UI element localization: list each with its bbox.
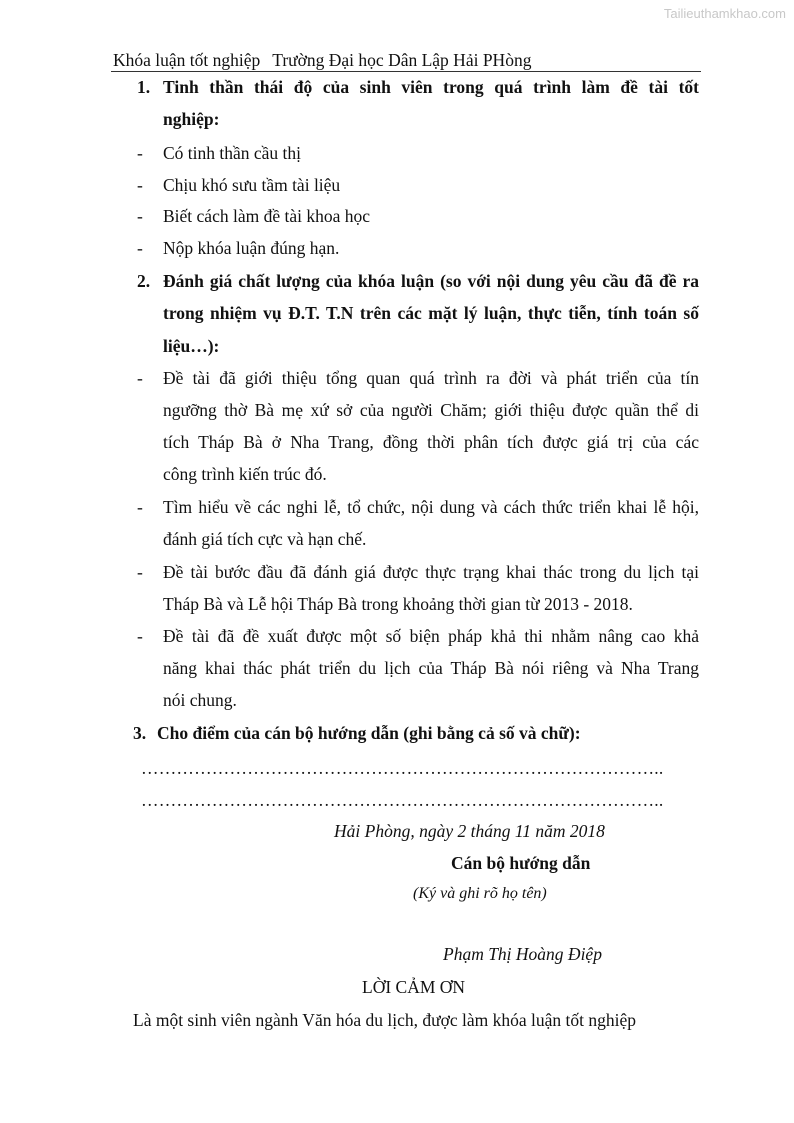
section3-number: 3.: [133, 723, 147, 743]
section2-bullet-4-line-2: năng khai thác phát triển du lịch của Tháp Bà nói riêng và Nha Trang: [163, 658, 699, 678]
score-dotted-line-2: ……………………………………………………………………………..: [141, 790, 664, 810]
bullet-dash: -: [137, 206, 143, 226]
bullet-dash: -: [137, 175, 143, 195]
section2-bullet-4-line-1: Đề tài đã đề xuất được một số biện pháp khả thi nhằm nâng cao khả: [163, 626, 699, 646]
header-university-label: Trường Đại học Dân Lập Hải PHòng: [272, 50, 532, 70]
section1-bullet-1: Có tinh thần cầu thị: [163, 143, 302, 163]
bullet-dash: -: [137, 497, 143, 517]
bullet-dash: -: [137, 368, 143, 388]
section2-bullet-1-line-4: công trình kiến trúc đó.: [163, 464, 327, 484]
section2-bullet-4-line-3: nói chung.: [163, 690, 237, 710]
signature-note: (Ký và ghi rõ họ tên): [413, 885, 547, 902]
section1-title-line-2: nghiệp:: [163, 109, 220, 129]
section1-title-line-1: Tinh thần thái độ của sinh viên trong quá trình làm đề tài tốt: [163, 77, 699, 97]
section2-bullet-1-line-3: tích Tháp Bà ở Nha Trang, đồng thời phân tích được giá trị của các: [163, 432, 699, 452]
header-divider: [111, 71, 701, 72]
section1-bullet-3: Biết cách làm đề tài khoa học: [163, 206, 371, 226]
bullet-dash: -: [137, 143, 143, 163]
section1-number: 1.: [137, 77, 151, 97]
page-header: [113, 50, 531, 71]
bullet-dash: -: [137, 562, 143, 582]
section2-bullet-3-line-2: Tháp Bà và Lễ hội Tháp Bà trong khoảng thời gian từ 2013 - 2018.: [163, 594, 633, 614]
section2-bullet-1-line-2: ngưỡng thờ Bà mẹ xứ sở của người Chăm; giới thiệu được quần thể di: [163, 400, 699, 420]
section1-bullet-2: Chịu khó sưu tầm tài liệu: [163, 175, 341, 195]
section2-title-line-1: Đánh giá chất lượng của khóa luận (so với nội dung yêu cầu đã đề ra: [163, 271, 699, 291]
watermark: Tailieuthamkhao.com: [663, 6, 786, 21]
advisor-role: Cán bộ hướng dẫn: [451, 853, 591, 873]
section2-number: 2.: [137, 271, 151, 291]
header-thesis-label: Khóa luận tốt nghiệp: [113, 50, 261, 70]
acknowledgement-first-line: Là một sinh viên ngành Văn hóa du lịch, được làm khóa luận tốt nghiệp: [133, 1010, 636, 1030]
bullet-dash: -: [137, 626, 143, 646]
section2-bullet-2-line-2: đánh giá tích cực và hạn chế.: [163, 529, 367, 549]
section2-title-line-2: trong nhiệm vụ Đ.T. T.N trên các mặt lý luận, thực tiễn, tính toán số: [163, 303, 699, 323]
section3-title: Cho điểm của cán bộ hướng dẫn (ghi bằng cả số và chữ):: [157, 723, 581, 743]
acknowledgement-heading: LỜI CẢM ƠN: [362, 977, 466, 997]
section2-title-line-3: liệu…):: [163, 336, 220, 356]
bullet-dash: -: [137, 238, 143, 258]
section2-bullet-2-line-1: Tìm hiểu về các nghi lễ, tổ chức, nội dung và cách thức triển khai lễ hội,: [163, 497, 699, 517]
place-date: Hải Phòng, ngày 2 tháng 11 năm 2018: [334, 821, 605, 841]
advisor-name: Phạm Thị Hoàng Điệp: [443, 944, 602, 964]
section2-bullet-3-line-1: Đề tài bước đầu đã đánh giá được thực trạng khai thác trong du lịch tại: [163, 562, 699, 582]
section1-bullet-4: Nộp khóa luận đúng hạn.: [163, 238, 340, 258]
score-dotted-line-1: ……………………………………………………………………………..: [141, 758, 664, 778]
section2-bullet-1-line-1: Đề tài đã giới thiệu tổng quan quá trình ra đời và phát triển của tín: [163, 368, 699, 388]
